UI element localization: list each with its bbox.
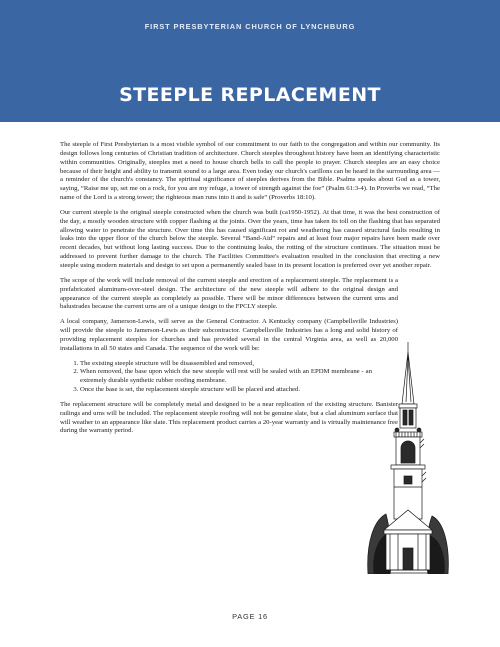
- organization-name: FIRST PRESBYTERIAN CHURCH OF LYNCHBURG: [144, 22, 356, 31]
- paragraph-5: The replacement structure will be completely metal and designed to be a near replication of the existing structure. Banister railings and urns will be included. The replacement steeple roofing will not be genuine slate, but a clad aluminum surface that will weather to an appearance like slate. This replacement product carries a 20-year warranty and is virtually maintenance free during the warranty period.: [60, 400, 398, 435]
- paragraph-2: Our current steeple is the original steeple constructed when the church was built (ca1950-1952). At that time, it was the best construction of the day, a mostly wooden structure with copper flashing at the joints. Over the years, time has taken its toll on the flashing that has separated allowing water to penetrate the structure. Over time this has caused significant rot and weathering has caused structural faults resulting in leaks into the upper floor of the church below the steeple. Several “Band-Aid” repairs and at least four major repairs have been made over recent decades, but without long lasting success. Due to the continuing leaks, the rotting of the structure continues. The situation must be addressed to prevent further damage to the church. The Facilities Committee's evaluation resulted in the conclusion that erecting a new steeple using modern materials and design to set upon a permanently sealed base in its present location is preferred over yet another repair.: [60, 208, 440, 269]
- steeple-drawing-icon: [366, 342, 450, 574]
- page-number: PAGE 16: [232, 612, 268, 621]
- list-item: 1. The existing steeple structure will be disassembled and removed,: [80, 360, 372, 369]
- paragraph-4: A local company, Jamerson-Lewis, will serve as the General Contractor. A Kentucky company (Campbellsville Industries) will provide the steeple to Jamerson-Lewis as their subcontractor. Campbellsville Industries has a long and solid history of providing replacement steeples for churches and has provided several in the central Virginia area, as well as 20,000 installations in all 50 states and Canada. The sequence of the work will be:: [60, 318, 398, 352]
- header-banner: [0, 0, 500, 122]
- list-item: 3. Once the base is set, the replacement steeple structure will be placed and attached.: [80, 386, 372, 395]
- paragraph-3: The scope of the work will include removal of the current steeple and erection of a replacement steeple. The replacement is a prefabricated aluminum-over-steel design. The architecture of the new steeple will adhere to the original design and appearance of the current steeple as completely as possible. There will be minor differences between the current urns and balustrades because the current urns are of a unique design to the FPCLY steeple.: [60, 276, 398, 311]
- page-title: STEEPLE REPLACEMENT: [119, 84, 381, 106]
- paragraph-1: The steeple of First Presbyterian is a most visible symbol of our commitment to our faith to the congregation and within our community. Its design follows long centuries of Christian tradition of architecture. Church steeples throughout history have been an identifying characteristic within communities. Originally, steeples met a need to house church bells to call the people to prayer. Church steeples are an easy choice because of their height and ability to transmit sound to a large area. Even today our church's carillons can be heard in the surrounding area — a reminder of the church's constancy. The spiritual significance of steeples derives from the Bible. Psalms speaks about God as a tower, saying, “Raise me up, set me on a rock, for you are my refuge, a tower of strength against the foe” (Psalm 61:3-4). In Proverbs we read, “The name of the Lord is a strong tower; the righteous man runs into it and is safe” (Proverbs 18:10).: [60, 141, 440, 202]
- list-item: 2. When removed, the base upon which the new steeple will rest will be sealed with an EPDM membrane - an extremely durable synthetic rubber roofing membrane.: [80, 368, 372, 386]
- work-sequence-list: [60, 360, 372, 395]
